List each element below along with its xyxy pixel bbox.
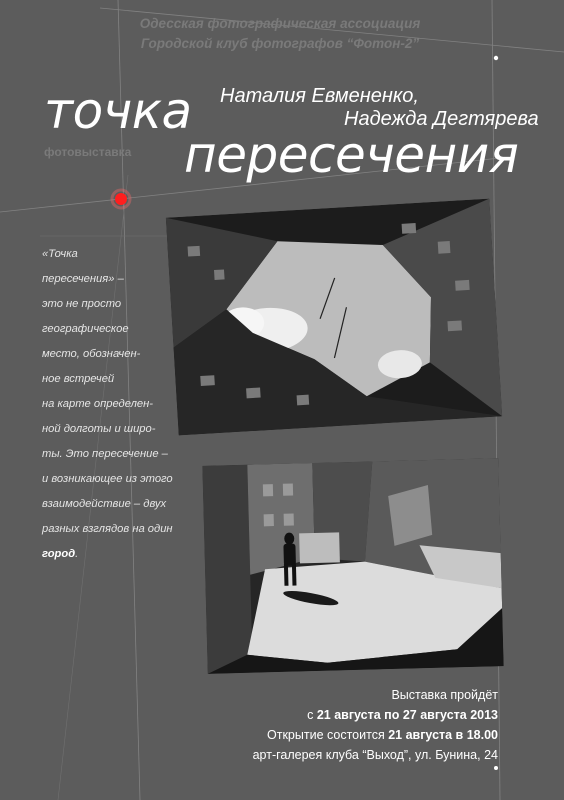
description-line: место, обозначен- <box>42 348 141 360</box>
author-1: Наталия Евмененко, <box>220 85 419 107</box>
title-word-2: пересечения <box>184 126 519 184</box>
description-line: географическое <box>42 323 129 335</box>
white-dot-marker <box>494 56 498 60</box>
description-line: ты. Это пересечение – <box>42 448 168 460</box>
description <box>42 242 172 567</box>
event-info <box>168 685 498 765</box>
info-opening-value: 21 августа в 18.00 <box>388 728 498 742</box>
info-dates <box>168 705 498 725</box>
organizer-line-1: Одесская фотографическая ассоциация <box>139 16 421 31</box>
description-line: «Точка <box>42 248 78 260</box>
description-line: ной долготы и широ- <box>42 423 156 435</box>
photo-courtyard-sky <box>166 199 502 436</box>
info-dates-prefix: с <box>307 708 317 722</box>
description-line: это не просто <box>42 298 122 310</box>
info-venue: арт-галерея клуба “Выход”, ул. Бунина, 24 <box>252 748 498 762</box>
event-type: фотовыставка <box>44 145 132 159</box>
description-bold-word: город <box>42 548 76 560</box>
description-line: пересечения» – <box>42 273 124 285</box>
organizers <box>120 14 440 54</box>
bottom-dot <box>494 766 498 770</box>
info-opening <box>168 725 498 745</box>
title-word-1: точка <box>44 82 192 140</box>
organizer-line-2: Городской клуб фотографов “Фотон-2” <box>140 36 420 51</box>
description-tail: . <box>75 548 79 560</box>
description-line: ное встречей <box>42 373 115 385</box>
red-dot-marker <box>115 193 127 205</box>
author-2: Надежда Дегтярева <box>344 108 539 130</box>
info-opening-prefix: Открытие состоится <box>267 728 389 742</box>
photo-alley-walker <box>202 458 503 674</box>
description-line: разных взглядов на один <box>42 523 173 535</box>
info-dates-value: 21 августа по 27 августа 2013 <box>316 708 498 722</box>
description-line-last <box>42 542 172 567</box>
info-line-1: Выставка пройдёт <box>391 688 498 702</box>
description-line: и возникающее из этого <box>42 473 173 485</box>
description-line: на карте определен- <box>42 398 154 410</box>
description-line: взаимодействие – двух <box>42 498 167 510</box>
